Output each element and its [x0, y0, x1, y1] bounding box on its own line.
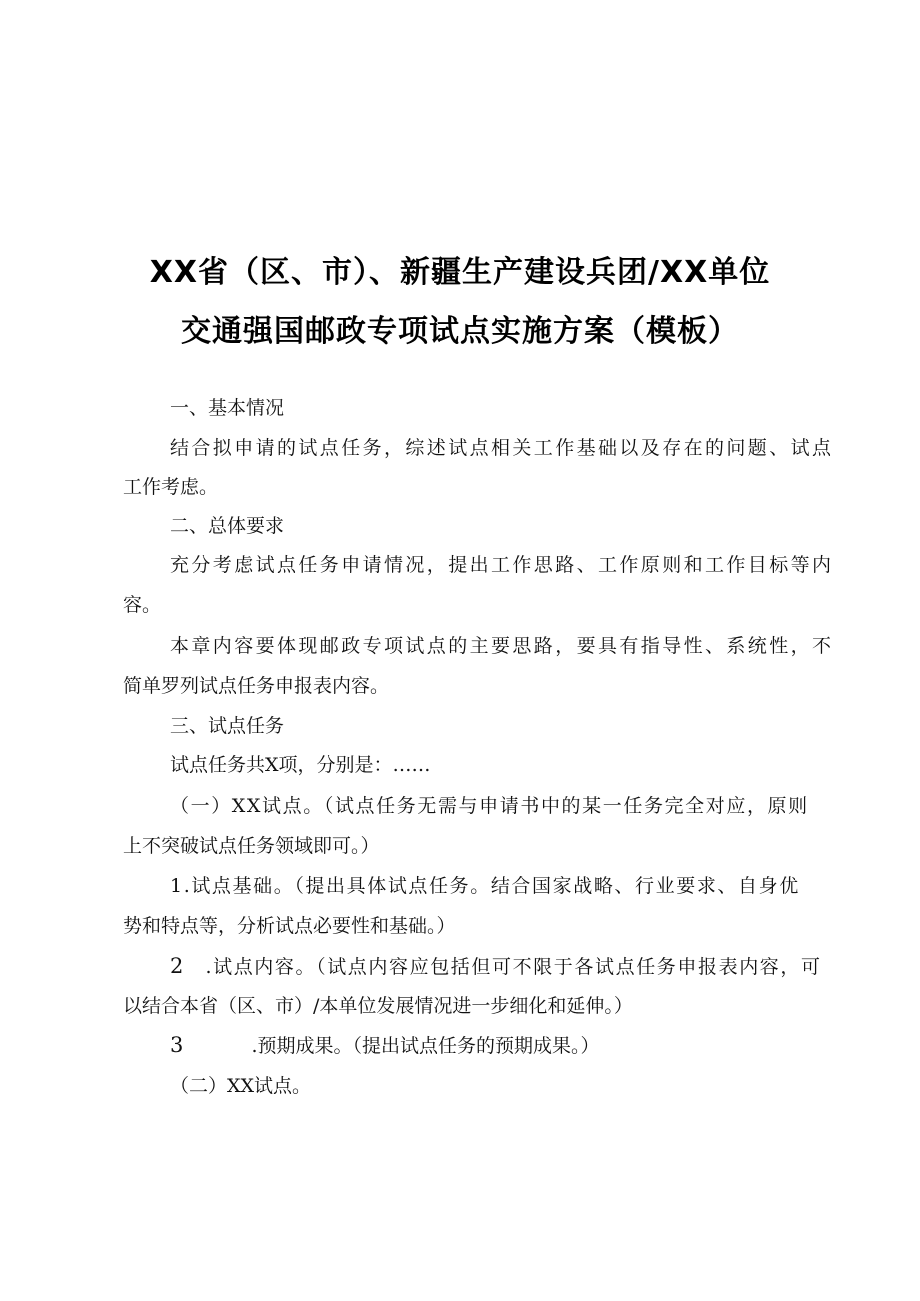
paragraph-line: 势和特点等，分析试点必要性和基础。） — [123, 915, 456, 937]
section-heading-pilot-tasks: 三、试点任务 — [170, 715, 285, 737]
paragraph-line: 工作考虑。 — [123, 476, 219, 498]
document-title-line1: XX省（区、市）、新疆生产建设兵团/XX单位 — [149, 255, 771, 290]
paragraph-line: 试点任务共X项，分别是：…… — [170, 754, 431, 776]
list-item-heading: （二）XX试点。 — [170, 1075, 312, 1097]
paragraph-line: 简单罗列试点任务申报表内容。 — [123, 675, 390, 697]
paragraph-line: 充分考虑试点任务申请情况，提出工作思路、工作原则和工作目标等内 — [170, 554, 834, 576]
sub-item-number: 3 — [170, 1033, 184, 1057]
section-heading-basic-situation: 一、基本情况 — [170, 397, 285, 419]
paragraph-line: 上不突破试点任务领域即可。） — [123, 835, 380, 857]
section-heading-general-requirements: 二、总体要求 — [170, 515, 285, 537]
document-title-line2: 交通强国邮政专项试点实施方案（模板） — [181, 314, 739, 349]
paragraph-line: 容。 — [123, 594, 162, 616]
sub-item: 1.试点基础。（提出具体试点任务。结合国家战略、行业要求、自身优 — [170, 875, 800, 897]
sub-item — [170, 1025, 803, 1066]
sub-item — [170, 946, 822, 987]
list-item-heading: （一）XX试点。（试点任务无需与申请书中的某一任务完全对应，原则 — [170, 795, 809, 817]
sub-item-number: 2 — [170, 954, 184, 978]
paragraph-line: 本章内容要体现邮政专项试点的主要思路，要具有指导性、系统性，不 — [170, 635, 834, 657]
sub-item-text: .预期成果。（提出试点任务的预期成果。） — [251, 1035, 600, 1057]
sub-item-text: .试点内容。（试点内容应包括但可不限于各试点任务申报表内容，可 — [205, 956, 822, 978]
paragraph-line: 以结合本省（区、市）/本单位发展情况进一步细化和延伸。） — [123, 995, 633, 1017]
paragraph-line: 结合拟申请的试点任务，综述试点相关工作基础以及存在的问题、试点 — [170, 437, 834, 459]
